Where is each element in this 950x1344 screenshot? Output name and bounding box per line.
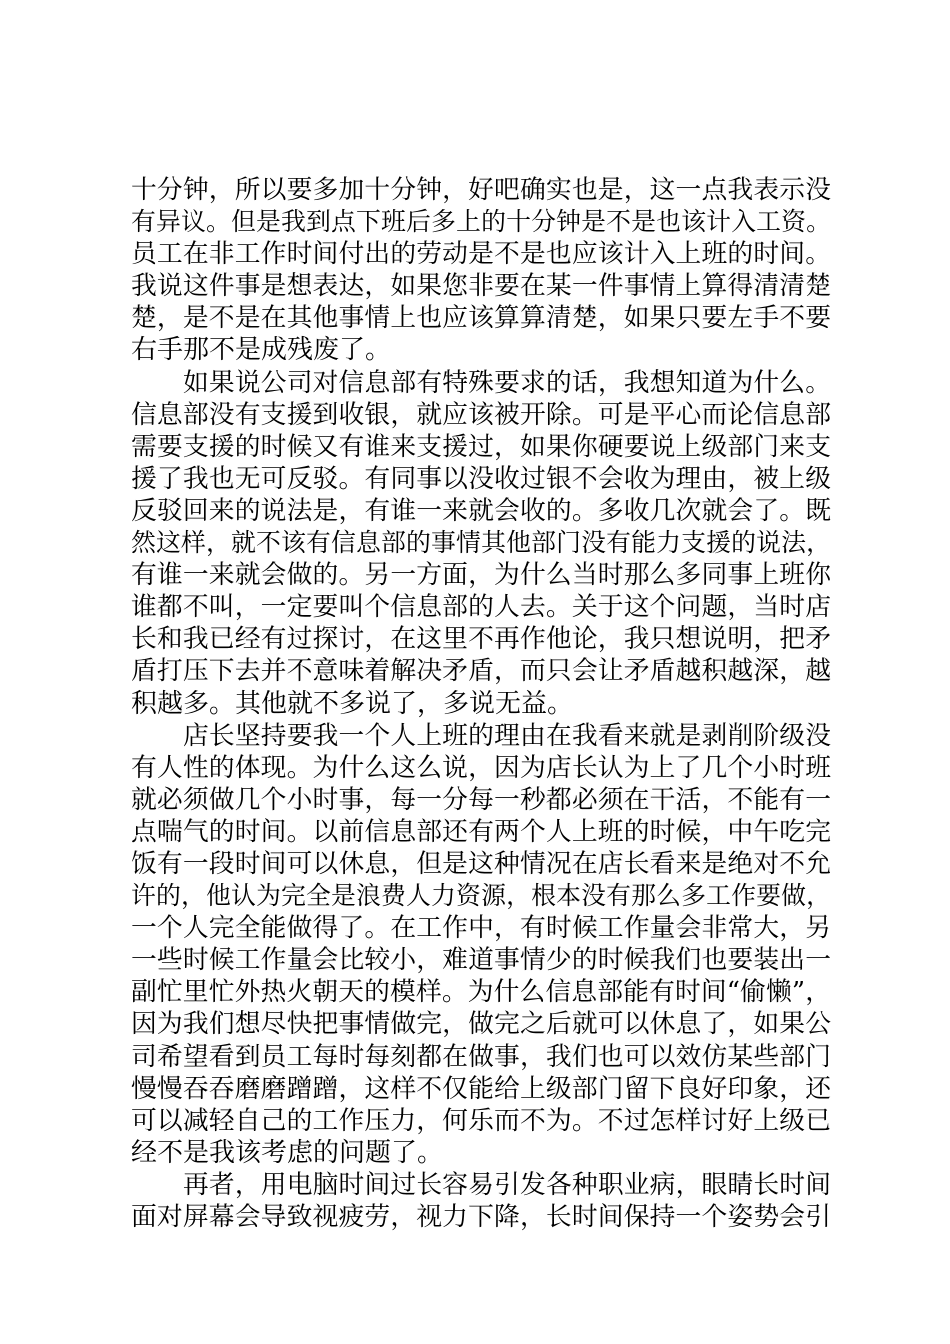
text-line: 谁都不叫，一定要叫个信息部的人去。关于这个问题，当时店 bbox=[131, 592, 831, 623]
text-line: 楚，是不是在其他事情上也应该算算清楚，如果只要左手不要 bbox=[131, 303, 831, 334]
text-line: 需要支援的时候又有谁来支援过，如果你硬要说上级部门来支 bbox=[131, 431, 831, 462]
text-line: 一些时候工作量会比较小，难道事情少的时候我们也要装出一 bbox=[131, 945, 831, 976]
text-line: 员工在非工作时间付出的劳动是不是也应该计入上班的时间。 bbox=[131, 239, 831, 270]
text-line: 因为我们想尽快把事情做完，做完之后就可以休息了，如果公 bbox=[131, 1009, 831, 1040]
text-line: 盾打压下去并不意味着解决矛盾，而只会让矛盾越积越深，越 bbox=[131, 656, 831, 687]
text-line: 反驳回来的说法是，有谁一来就会收的。多收几次就会了。既 bbox=[131, 495, 831, 526]
text-line: 长和我已经有过探讨，在这里不再作他论，我只想说明，把矛 bbox=[131, 624, 831, 655]
text-line: 然这样，就不该有信息部的事情其他部门没有能力支援的说法， bbox=[131, 528, 831, 558]
text-line: 慢慢吞吞磨磨蹭蹭，这样不仅能给上级部门留下良好印象，还 bbox=[131, 1073, 831, 1104]
text-line: 面对屏幕会导致视疲劳，视力下降，长时间保持一个姿势会引 bbox=[131, 1202, 831, 1232]
text-line: 右手那不是成残废了。 bbox=[131, 335, 392, 366]
text-line: 一个人完全能做得了。在工作中，有时候工作量会非常大，另 bbox=[131, 913, 831, 944]
text-line: 有人性的体现。为什么这么说，因为店长认为上了几个小时班 bbox=[131, 752, 831, 783]
text-line: 积越多。其他就不多说了，多说无益。 bbox=[131, 688, 574, 719]
text-line: 许的，他认为完全是浪费人力资源，根本没有那么多工作要做， bbox=[131, 881, 831, 911]
text-line: 可以减轻自己的工作压力，何乐而不为。不过怎样讨好上级已 bbox=[131, 1105, 831, 1136]
text-line: 副忙里忙外热火朝天的模样。为什么信息部能有时间“偷懒”， bbox=[131, 977, 831, 1008]
text-line: 司希望看到员工每时每刻都在做事，我们也可以效仿某些部门 bbox=[131, 1041, 831, 1072]
text-line: 点喘气的时间。以前信息部还有两个人上班的时候，中午吃完 bbox=[131, 816, 831, 847]
document-body bbox=[131, 174, 831, 1233]
paragraph-first-line: 再者，用电脑时间过长容易引发各种职业病，眼睛长时间 bbox=[183, 1169, 831, 1200]
paragraph-first-line: 如果说公司对信息部有特殊要求的话，我想知道为什么。 bbox=[183, 367, 831, 398]
text-line: 就必须做几个小时事，每一分每一秒都必须在干活，不能有一 bbox=[131, 784, 831, 815]
text-line: 经不是我该考虑的问题了。 bbox=[131, 1137, 444, 1168]
text-line: 有异议。但是我到点下班后多上的十分钟是不是也该计入工资。 bbox=[131, 207, 831, 237]
text-line: 信息部没有支援到收银，就应该被开除。可是平心而论信息部 bbox=[131, 399, 831, 430]
paragraph-first-line: 店长坚持要我一个人上班的理由在我看来就是剥削阶级没 bbox=[183, 720, 831, 751]
text-line: 十分钟，所以要多加十分钟，好吧确实也是，这一点我表示没 bbox=[131, 175, 831, 205]
text-line: 我说这件事是想表达，如果您非要在某一件事情上算得清清楚 bbox=[131, 271, 831, 302]
text-line: 援了我也无可反驳。有同事以没收过银不会收为理由，被上级 bbox=[131, 463, 831, 494]
text-line: 饭有一段时间可以休息，但是这种情况在店长看来是绝对不允 bbox=[131, 848, 831, 879]
text-line: 有谁一来就会做的。另一方面，为什么当时那么多同事上班你 bbox=[131, 560, 831, 591]
